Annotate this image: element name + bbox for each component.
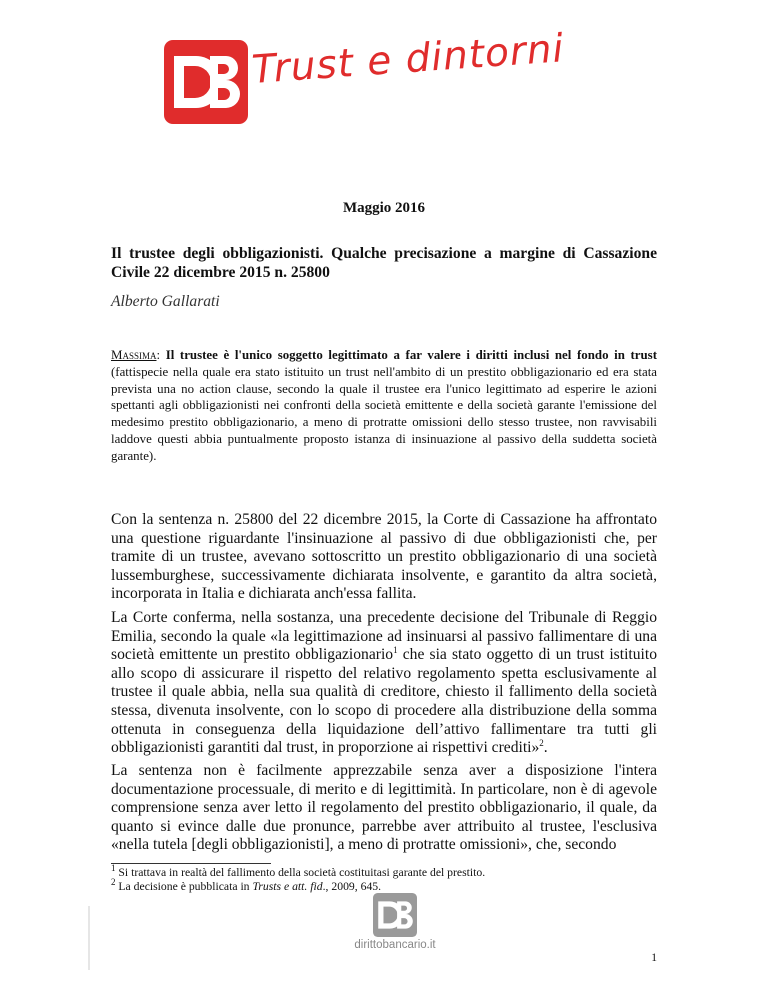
massima-text: (fattispecie nella quale era stato istituito un trust nell'ambito di un prestito obbligazionario ed era stata prevista una no action clause, secondo la quale il trustee era l'unico legittimato ad esperire le azioni spettanti agli obbligazionisti nei confronti della società emittente e della società garante l'emissione del medesimo prestito obbligazionario, a meno di protratte omissioni dello stesso trustee, non ravvisabili laddove questi abbia puntualmente proposto istanza di insinuazione al passivo della suddetta società garante).	[111, 364, 657, 463]
footnote-2-number: 2	[111, 877, 116, 888]
paragraph-2	[111, 609, 657, 758]
footnote-1-text: Si trattava in realtà del fallimento della società costituitasi garante del prestito.	[115, 866, 486, 879]
footnote-2-journal: Trusts e att. fid	[252, 880, 323, 894]
author-name: Alberto Gallarati	[111, 293, 220, 310]
paragraph-2-part-c: .	[543, 739, 548, 757]
paragraph-2-part-b: che sia stato oggetto di un trust istituito allo scopo di assicurare il rispetto del relativo regolamento spetta esclusivamente al trustee il quale abbia, nella sua qualità di creditore, chiesto il fallimento della società stessa, divenuta insolvente, con lo scopo di procedere alla distribuzione della somma ottenuta in conseguenza della liquidazione dell’attivo fallimentare tra tutti gli obbligazionisti garantiti dal trust, in proporzione ai rispettivi crediti»	[111, 646, 658, 757]
footnote-2-text-b: ., 2009, 645.	[322, 880, 382, 894]
document-title: Il trustee degli obbligazionisti. Qualche precisazione a margine di Cassazione Civile 22 dicembre 2015 n. 25800	[111, 245, 657, 281]
footnote-divider	[111, 863, 271, 864]
logo-text: Trust e dintorni	[250, 26, 566, 93]
copyright-watermark	[85, 906, 93, 970]
db-footer-logo-mark	[373, 893, 417, 937]
footnote-ref-2[interactable]: 2	[539, 737, 544, 748]
footnote-2-text-a: La decisione è pubblicata in	[115, 880, 253, 894]
paragraph-3: La sentenza non è facilmente apprezzabile senza aver a disposizione l'intera documentazione processuale, di merito e di legittimità. In particolare, non è di agevole comprensione senza aver letto il regolamento del prestito obbligazionario, il quale, da quanto si evince dalle due pronunce, parrebbe aver attribuito al trustee, l'esclusiva «nella tutela [degli obbligazionisti], a meno di protratte omissioni», che, secondo	[111, 762, 657, 854]
massima-bold-text: Il trustee è l'unico soggetto legittimato a far valere i diritti inclusi nel fondo in trust	[165, 348, 657, 362]
massima-label: Massima	[111, 348, 157, 362]
footer-logo[interactable]	[325, 893, 465, 969]
footnote-ref-1[interactable]: 1	[393, 645, 398, 655]
footer-site-name: dirittobancario.it	[354, 939, 436, 951]
footnote-1-number: 1	[111, 863, 116, 874]
paragraph-1: Con la sentenza n. 25800 del 22 dicembre 2015, la Corte di Cassazione ha affrontato una questione riguardante l'insinuazione al passivo di due obbligazionisti che, per tramite di un trustee, avevano sottoscritto un prestito obbligazionario di una società lussemburghese, successivamente dichiarata insolvente, e garantito da altra società, incorporata in Italia e dichiarata anch'essa fallita.	[111, 511, 657, 603]
footnote-1	[111, 863, 657, 880]
paragraph-2-part-a: La Corte conferma, nella sostanza, una precedente decisione del Tribunale di Reggio Emilia, secondo la quale «la legittimazione ad insinuarsi al passivo fallimentare di una società emittente un prestito obbligazionario	[111, 609, 657, 664]
header-logo	[164, 26, 604, 124]
page-number: 1	[651, 952, 657, 964]
footnotes	[111, 863, 657, 894]
massima-block	[111, 347, 657, 465]
document-date: Maggio 2016	[342, 200, 426, 216]
massima-separator: :	[156, 348, 166, 362]
db-logo-badge	[164, 40, 248, 124]
